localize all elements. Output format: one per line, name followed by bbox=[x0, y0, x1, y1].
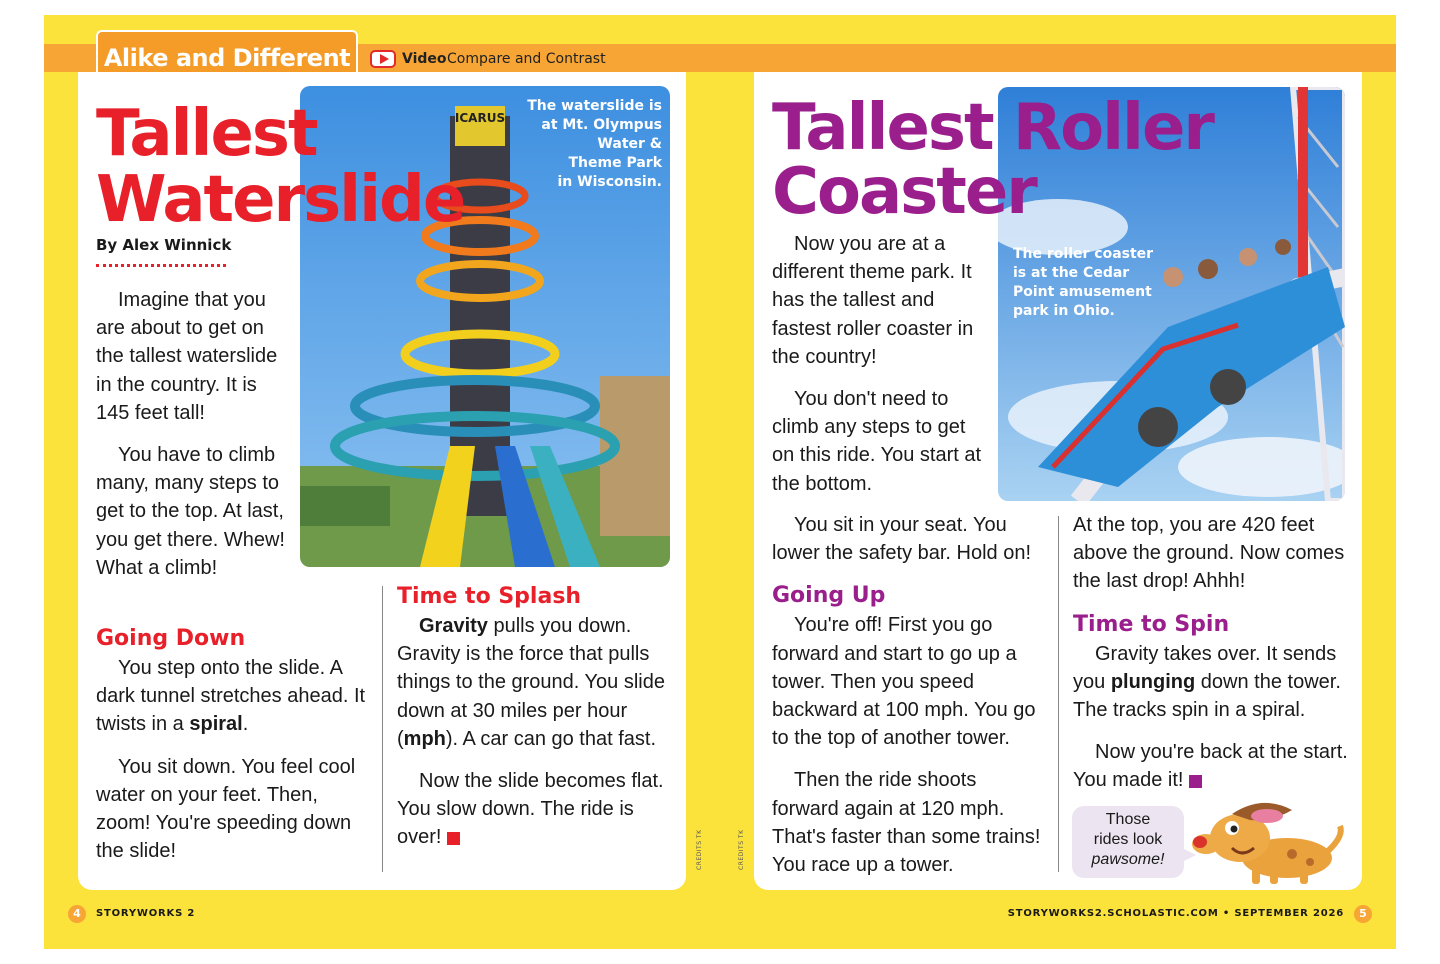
paragraph: Now you're back at the start. You made it! bbox=[1073, 741, 1348, 792]
video-label[interactable]: Video bbox=[402, 51, 447, 67]
right-column-1-lower bbox=[772, 511, 1048, 893]
left-column-1-lower bbox=[96, 622, 366, 879]
left-column-1 bbox=[96, 286, 292, 596]
heading-time-to-splash: Time to Splash bbox=[397, 584, 582, 609]
heading-going-down: Going Down bbox=[96, 626, 246, 651]
vocab-plunging: plunging bbox=[1110, 670, 1196, 693]
right-column-1-upper bbox=[772, 230, 984, 512]
speech-bubble: Those rides look pawsome! bbox=[1072, 806, 1184, 878]
icarus-sign: ICARUS bbox=[454, 111, 506, 125]
end-mark-icon bbox=[1189, 775, 1202, 788]
end-mark-icon bbox=[447, 832, 460, 845]
paragraph: You step onto the slide. A dark tunnel stretches ahead. It twists in a spiral. bbox=[96, 657, 366, 736]
photo-credits: CREDITS TK bbox=[696, 829, 703, 870]
page-number-left: 4 bbox=[68, 905, 86, 923]
page-number-right: 5 bbox=[1354, 905, 1372, 923]
vocab-mph: mph bbox=[403, 727, 446, 750]
vocab-gravity: Gravity bbox=[419, 615, 488, 637]
footer-site: STORYWORKS2.SCHOLASTIC.COM • SEPTEMBER 2026 bbox=[1007, 908, 1344, 919]
column-divider bbox=[382, 586, 383, 872]
footer-brand: STORYWORKS 2 bbox=[96, 908, 196, 919]
column-divider bbox=[1058, 516, 1059, 872]
paragraph: You have to climb many, many steps to get to the top. At last, you get there. Whew! What a climb! bbox=[96, 444, 285, 579]
video-title[interactable]: Compare and Contrast bbox=[447, 51, 606, 67]
left-title-line2: Waterslide bbox=[96, 163, 465, 237]
paragraph: At the top, you are 420 feet above the ground. Now comes the last drop! Ahhh! bbox=[1073, 514, 1345, 593]
paragraph: Imagine that you are about to get on the tallest waterslide in the country. It is 145 feet tall! bbox=[96, 289, 278, 424]
photo-credits: CREDITS TK bbox=[738, 829, 745, 870]
right-title-line2: Coaster bbox=[772, 155, 1036, 229]
paragraph: You sit down. You feel cool water on your feet. Then, zoom! You're speeding down the slide! bbox=[96, 755, 356, 863]
left-title-line1: Tallest bbox=[96, 97, 317, 171]
right-column-2 bbox=[1073, 511, 1349, 809]
left-column-2 bbox=[397, 580, 669, 866]
paragraph: Now you are at a different theme park. It has the tallest and fastest roller coaster in the country! bbox=[772, 233, 974, 368]
paragraph: Then the ride shoots forward again at 120 mph. That's faster than some trains! You race up a tower. bbox=[772, 769, 1041, 877]
video-play-icon[interactable] bbox=[370, 50, 396, 68]
heading-time-to-spin: Time to Spin bbox=[1073, 611, 1230, 637]
dog-mascot-icon bbox=[1192, 796, 1352, 886]
waterslide-caption: The waterslide is at Mt. Olympus Water & Theme Park in Wisconsin. bbox=[527, 98, 662, 190]
paragraph: You don't need to climb any steps to get on this ride. You start at the bottom. bbox=[772, 388, 982, 495]
vocab-spiral: spiral bbox=[189, 713, 243, 736]
heading-going-up: Going Up bbox=[772, 583, 886, 609]
paragraph: Gravity pulls you down. Gravity is the force that pulls things to the ground. You slide down at 30 miles per hour (mph). A car can go that fast. bbox=[397, 615, 665, 750]
paragraph: Now the slide becomes flat. You slow down. The ride is over! bbox=[397, 770, 664, 849]
paragraph: Gravity takes over. It sends you plunging down the tower. The tracks spin in a spiral. bbox=[1073, 642, 1341, 722]
paragraph: You sit in your seat. You lower the safety bar. Hold on! bbox=[772, 514, 1032, 565]
section-tab: Alike and Different bbox=[96, 30, 358, 86]
byline-divider bbox=[96, 264, 226, 267]
roller-coaster-caption: The roller coaster is at the Cedar Point amusement park in Ohio. bbox=[1013, 246, 1154, 319]
byline: By Alex Winnick bbox=[96, 236, 232, 254]
paragraph: You're off! First you go forward and start to go up a tower. Then you speed backward at 100 mph. You go to the top of another tower. bbox=[772, 614, 1036, 750]
right-title-line1: Tallest Roller bbox=[772, 91, 1213, 165]
